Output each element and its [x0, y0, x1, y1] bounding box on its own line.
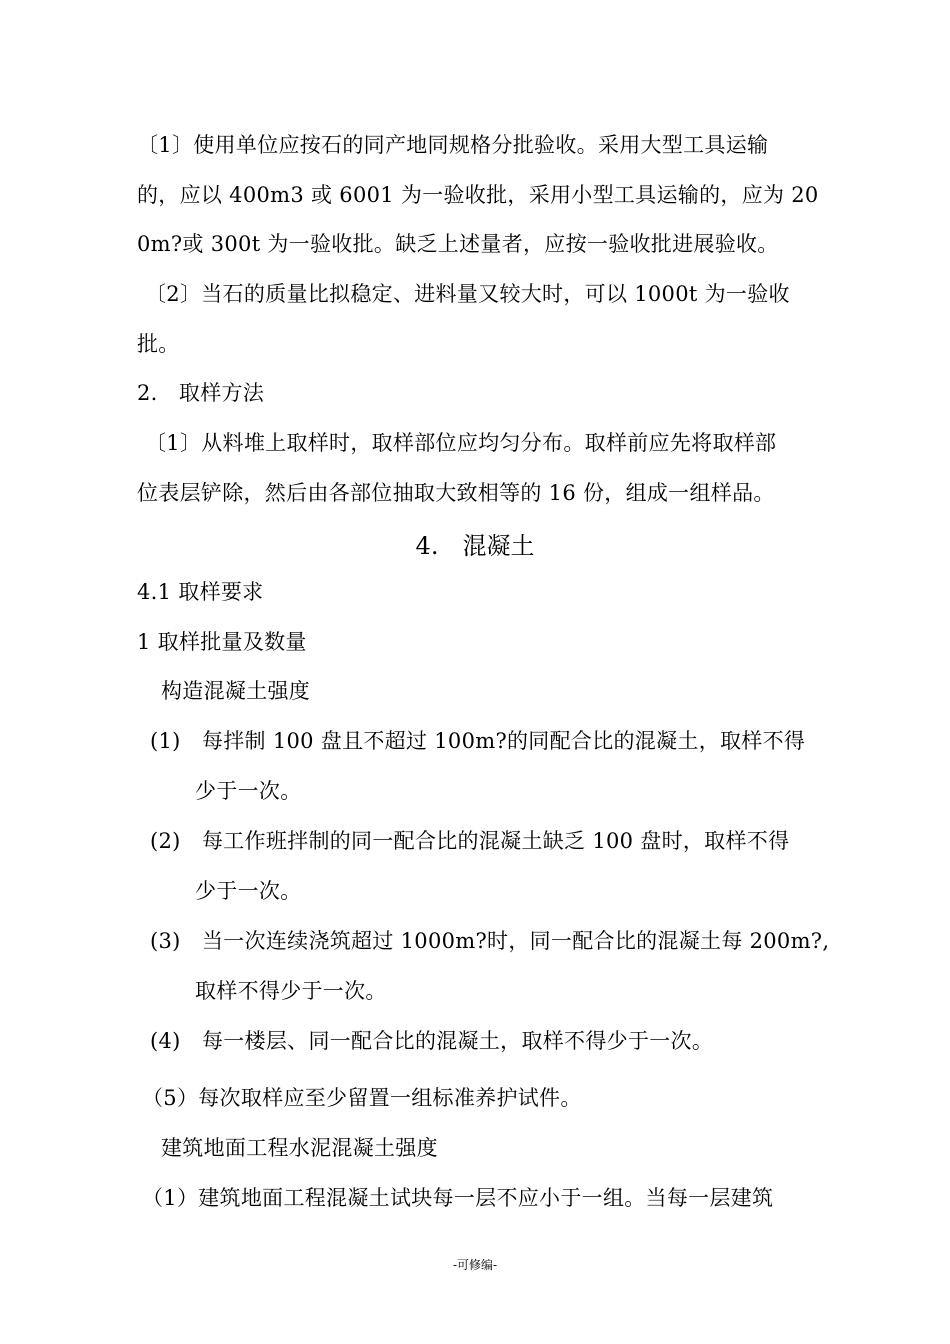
list-item-2: (2) 每工作班拌制的同一配合比的混凝土缺乏 100 盘时，取样不得: [150, 829, 790, 853]
list-item-1-cont: 少于一次。: [195, 779, 302, 803]
paragraph-line-2: 的，应以 400m3 或 6001 为一验收批，采用小型工具运输的，应为 20: [137, 183, 819, 207]
list-item-4: (4) 每一楼层、同一配合比的混凝土，取样不得少于一次。: [150, 1029, 714, 1053]
list-item-1: (1) 每拌制 100 盘且不超过 100m?的同配合比的混凝土，取样不得: [150, 729, 806, 753]
subheading-sampling-method: 2. 取样方法: [137, 381, 265, 405]
list-item-2-cont: 少于一次。: [195, 879, 302, 903]
list-item-5: （5）每次取样应至少留置一组标准养护试件。: [142, 1086, 582, 1110]
paragraph-line-6: 〔1〕从料堆上取样时，取样部位应均匀分布。取样前应先将取样部: [145, 431, 777, 455]
paragraph-line-3: 0m?或 300t 为一验收批。缺乏上述量者，应按一验收批进展验收。: [137, 232, 779, 256]
subheading-floor-concrete: 建筑地面工程水泥混凝土强度: [161, 1136, 438, 1160]
subheading-batch-quantity: 1 取样批量及数量: [137, 630, 307, 654]
subheading-sampling-requirements: 4.1 取样要求: [137, 580, 264, 604]
section-title: 4. 混凝土: [415, 532, 535, 560]
subheading-structural-strength: 构造混凝土强度: [161, 679, 311, 703]
paragraph-line-7: 位表层铲除，然后由各部位抽取大致相等的 16 份，组成一组样品。: [137, 481, 775, 505]
paragraph-line-5: 批。: [137, 332, 180, 356]
page-footer: -可修编-: [452, 1258, 498, 1272]
list-item-3-cont: 取样不得少于一次。: [195, 979, 387, 1003]
list-item-3: (3) 当一次连续浇筑超过 1000m?时，同一配合比的混凝土每 200m?,: [150, 929, 830, 953]
paragraph-floor-line-1: （1）建筑地面工程混凝土试块每一层不应小于一组。当每一层建筑: [142, 1186, 774, 1210]
paragraph-line-4: 〔2〕当石的质量比拟稳定、进料量又较大时，可以 1000t 为一验收: [145, 282, 790, 306]
paragraph-line-1: 〔1〕使用单位应按石的同产地同规格分批验收。采用大型工具运输: [137, 133, 769, 157]
